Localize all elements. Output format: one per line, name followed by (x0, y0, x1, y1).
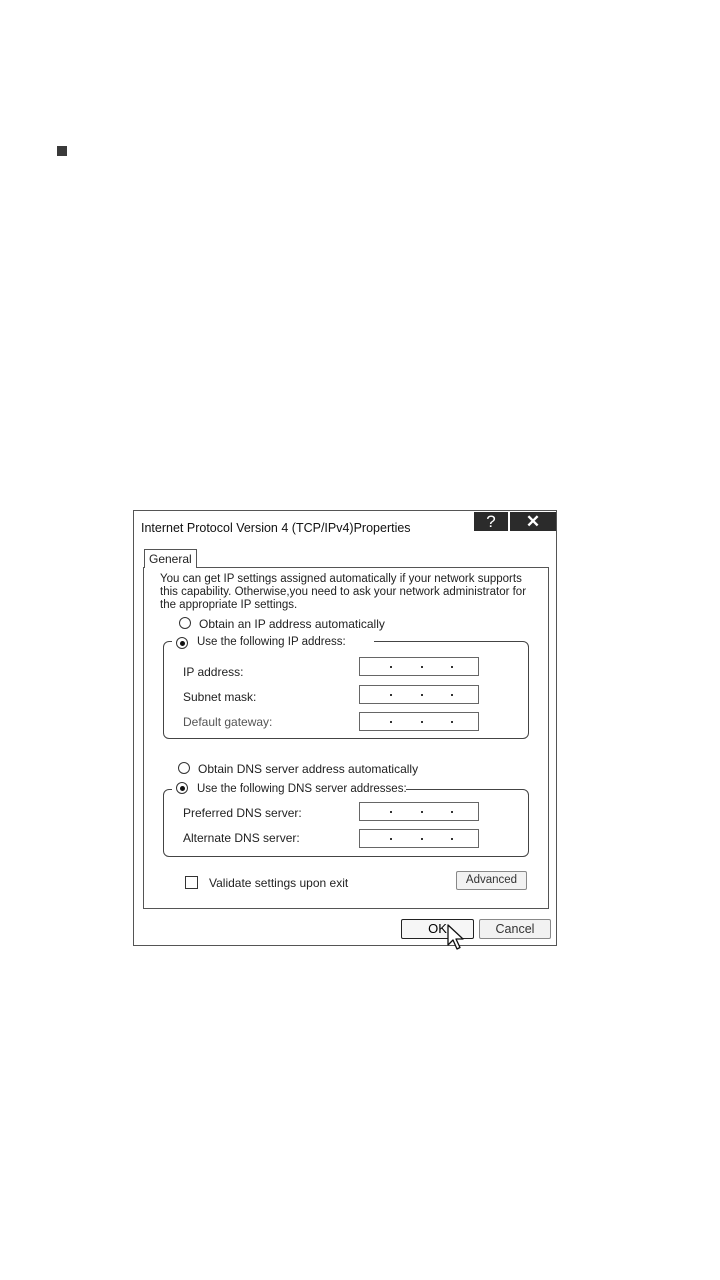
default-gateway-input[interactable] (359, 712, 479, 731)
ip-auto-radio[interactable] (179, 617, 191, 629)
preferred-dns-input[interactable] (359, 802, 479, 821)
dialog-title: Internet Protocol Version 4 (TCP/IPv4)Properties (141, 521, 411, 535)
dns-manual-legend (172, 781, 406, 797)
help-button[interactable]: ? (474, 512, 508, 531)
default-gateway-label: Default gateway: (183, 715, 273, 729)
alternate-dns-label: Alternate DNS server: (183, 831, 300, 845)
mouse-pointer-icon (446, 924, 468, 952)
ip-address-label: IP address: (183, 665, 244, 679)
ip-manual-label[interactable]: Use the following IP address: (197, 636, 346, 648)
ip-auto-label[interactable]: Obtain an IP address automatically (199, 617, 385, 631)
tab-general[interactable]: General (144, 549, 197, 568)
close-button[interactable]: ✕ (510, 512, 556, 531)
validate-checkbox[interactable] (185, 876, 198, 889)
dns-manual-radio[interactable] (176, 782, 188, 794)
cancel-button[interactable]: Cancel (479, 919, 551, 939)
ipv4-properties-dialog (133, 510, 557, 946)
validate-label[interactable]: Validate settings upon exit (209, 876, 349, 890)
ip-manual-radio[interactable] (176, 637, 188, 649)
advanced-button[interactable]: Advanced (456, 871, 527, 890)
intro-text: You can get IP settings assigned automatically if your network supports this capability. Otherwise,you need to ask your network administrator for the appropriate IP settings. (160, 573, 527, 611)
ip-address-input[interactable] (359, 657, 479, 676)
title-bar[interactable] (134, 511, 556, 539)
preferred-dns-label: Preferred DNS server: (183, 806, 302, 820)
alternate-dns-input[interactable] (359, 829, 479, 848)
dns-auto-label[interactable]: Obtain DNS server address automatically (198, 762, 419, 776)
subnet-mask-input[interactable] (359, 685, 479, 704)
dns-manual-label[interactable]: Use the following DNS server addresses: (197, 783, 407, 795)
square-bullet-icon (57, 146, 67, 156)
subnet-mask-label: Subnet mask: (183, 690, 257, 704)
dns-auto-radio[interactable] (178, 762, 190, 774)
ok-button[interactable]: OK (401, 919, 474, 939)
ip-manual-legend (172, 635, 374, 651)
